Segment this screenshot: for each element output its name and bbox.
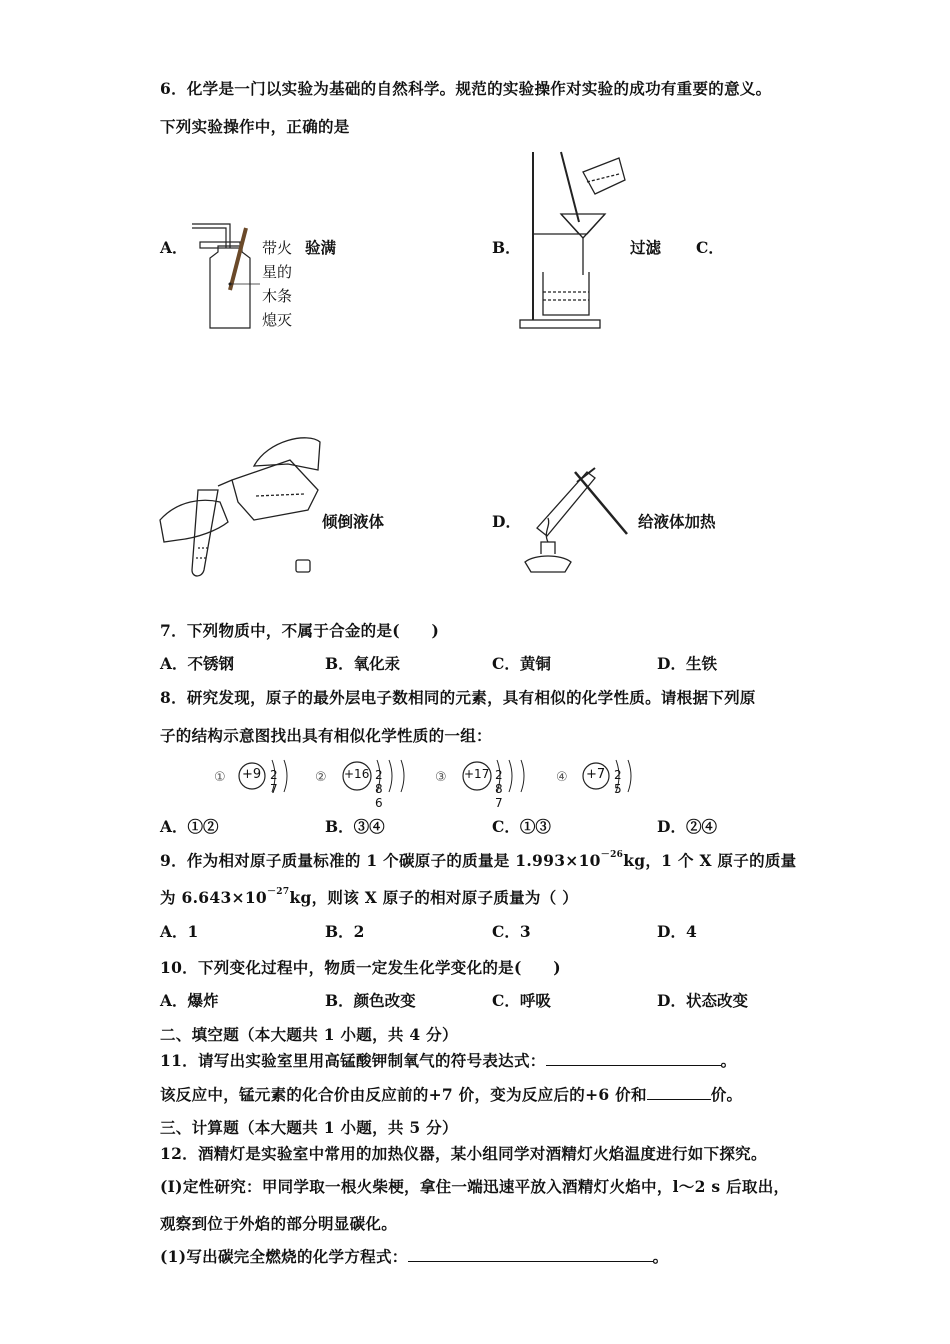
q10-option-a[interactable]: A．爆炸 — [160, 991, 219, 1010]
q7-option-b[interactable]: B．氧化汞 — [325, 654, 401, 673]
q8-option-a[interactable]: A．①② — [160, 817, 219, 836]
q12-line1: 12．酒精灯是实验室中常用的加热仪器，某小组同学对酒精灯火焰温度进行如下探究。 — [160, 1144, 767, 1163]
q10-stem: 10．下列变化过程中，物质一定发生化学变化的是( ) — [160, 958, 561, 977]
heating-test-tube-figure — [515, 458, 635, 576]
q6-option-c-caption: 倾倒液体 — [322, 512, 385, 531]
q7-option-c[interactable]: C．黄铜 — [492, 654, 551, 673]
q9-stem-line1: 9．作为相对原子质量标准的 1 个碳原子的质量是 $1.993\times 10^{-26}kg$，1 个 X 原子的质量 — [160, 850, 797, 870]
q11-answer-blank-1[interactable] — [546, 1051, 721, 1066]
q6-option-b-caption: 过滤 — [630, 238, 662, 257]
q9-option-a[interactable]: A．1 — [160, 922, 199, 941]
q6-option-d-caption: 给液体加热 — [638, 512, 716, 531]
q6-option-a-caption: 验满 — [305, 238, 337, 257]
q6-option-c-letter: C． — [696, 238, 724, 257]
q6-option-b-letter: B． — [492, 238, 521, 257]
q11-answer-blank-2[interactable] — [647, 1085, 711, 1100]
filtration-apparatus-figure — [515, 150, 635, 332]
gas-collection-bottle-figure — [190, 218, 260, 333]
q12-answer-blank[interactable] — [408, 1247, 653, 1262]
glowing-splint-note: 带火 星的 木条 熄灭 — [262, 239, 293, 329]
q12-line3: 观察到位于外焰的部分明显碳化。 — [160, 1214, 398, 1233]
q9-stem-line2: 为 $6.643\times 10^{-27}kg$，则该 X 原子的相对原子质量为（ ） — [160, 887, 579, 907]
q7-option-a[interactable]: A．不锈钢 — [160, 654, 235, 673]
q8-option-c[interactable]: C．①③ — [492, 817, 551, 836]
q12-line2: (I)定性研究：甲同学取一根火柴梗，拿住一端迅速平放入酒精灯火焰中，l～2 s 后取出， — [160, 1177, 790, 1196]
q9-option-d[interactable]: D．4 — [657, 922, 697, 941]
q12-line4: (1)写出碳完全燃烧的化学方程式： 。 — [160, 1247, 669, 1266]
q8-stem-line2: 子的结构示意图找出具有相似化学性质的一组： — [160, 726, 492, 745]
q7-stem: 7．下列物质中，不属于合金的是( ) — [160, 621, 440, 640]
q11-line2: 该反应中，锰元素的化合价由反应前的+7 价，变为反应后的+6 价和 价。 — [160, 1085, 743, 1104]
q10-option-c[interactable]: C．呼吸 — [492, 991, 551, 1010]
q7-option-d[interactable]: D．生铁 — [657, 654, 717, 673]
q9-option-b[interactable]: B．2 — [325, 922, 365, 941]
section-3-heading: 三、计算题（本大题共 1 小题，共 5 分） — [160, 1118, 458, 1137]
q6-stem-line1: 6．化学是一门以实验为基础的自然科学。规范的实验操作对实验的成功有重要的意义。 — [160, 79, 772, 98]
q10-option-b[interactable]: B．颜色改变 — [325, 991, 416, 1010]
q8-option-b[interactable]: B．③④ — [325, 817, 385, 836]
q10-option-d[interactable]: D．状态改变 — [657, 991, 748, 1010]
pouring-liquid-figure — [158, 430, 323, 580]
section-2-heading: 二、填空题（本大题共 1 小题，共 4 分） — [160, 1025, 458, 1044]
q8-stem-line1: 8．研究发现，原子的最外层电子数相同的元素，具有相似的化学性质。请根据下列原 — [160, 688, 756, 707]
q9-option-c[interactable]: C．3 — [492, 922, 531, 941]
q11-line1: 11．请写出实验室里用高锰酸钾制氧气的符号表达式： 。 — [160, 1051, 737, 1070]
q8-option-d[interactable]: D．②④ — [657, 817, 717, 836]
q6-stem-line2: 下列实验操作中，正确的是 — [160, 117, 350, 136]
q6-option-a-letter: A． — [160, 238, 188, 257]
q6-option-d-letter: D． — [492, 512, 521, 531]
